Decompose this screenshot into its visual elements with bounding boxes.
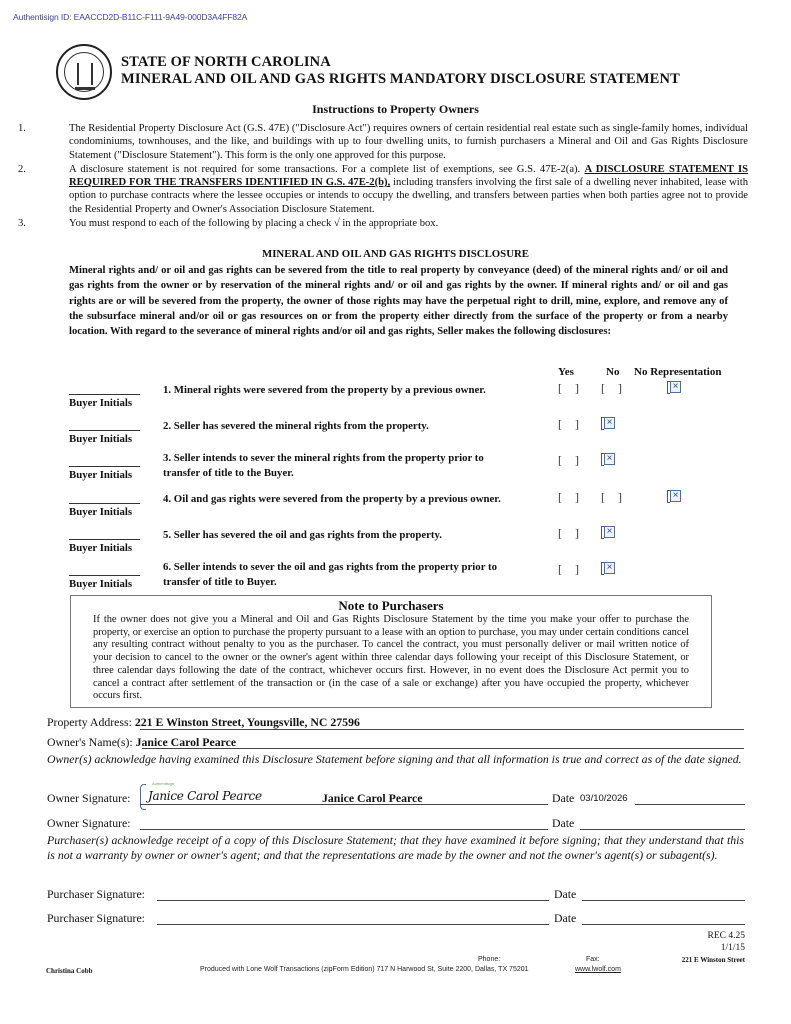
purchaser-signature-line-1[interactable] (157, 900, 549, 901)
date-label: Date (554, 887, 577, 901)
footer-produced-with: Produced with Lone Wolf Transactions (zipForm Edition) 717 N Harwood St, Suite 2200, Dallas, TX 75201 (200, 966, 529, 973)
no-checkbox[interactable]: [ ] (601, 490, 627, 504)
page-title-form: MINERAL AND OIL AND GAS RIGHTS MANDATORY DISCLOSURE STATEMENT (121, 71, 680, 87)
instruction-item: 3. You must respond to each of the following by placing a check √ in the appropriate box. (18, 218, 439, 230)
disclosure-row-1: Buyer Initials 1. Mineral rights were severed from the property by a previous owner. [ ] [ ] × (69, 379, 749, 415)
buyer-initials-field[interactable] (69, 394, 140, 395)
yes-checkbox[interactable]: [ ] (558, 526, 584, 540)
x-check-icon: × (670, 381, 681, 393)
date-label: Date (552, 816, 575, 830)
disclosure-paragraph: Mineral rights and/ or oil and gas rights can be severed from the title to real property by conveyance (deed) of the mineral rights and/ or oil and gas rights from the owner or by reservation of the mineral rights and/ or oil and gas rights by the owner. If mineral rights and/ or oil and gas rights are or will be severed from the property, the owner of those rights may have the perpetual right to drill, mine, explore, and remove any of the subsurface mineral and/or oil or gas resources on or from the property either directly from the surface of the property or from a nearby location. With regard to the severance of mineral rights and/or oil and gas rights, Seller makes the following disclosures: (69, 265, 728, 338)
disclosure-row-5: Buyer Initials 5. Seller has severed the oil and gas rights from the property. [ ] × (69, 524, 749, 560)
no-representation-checkbox-checked[interactable] (667, 490, 681, 503)
yes-checkbox[interactable]: [ ] (558, 490, 584, 504)
owner-signature-1[interactable]: Janice Carol Pearce (148, 789, 262, 803)
buyer-initials-field[interactable] (69, 503, 140, 504)
purchaser-date-line-1[interactable] (582, 900, 745, 901)
no-checkbox-checked[interactable] (601, 526, 615, 539)
purchaser-signature-label-2: Purchaser Signature: (47, 911, 145, 925)
no-checkbox[interactable]: [ ] (601, 381, 627, 395)
yes-checkbox[interactable]: [ ] (558, 562, 584, 576)
nc-seal-icon (56, 44, 112, 100)
x-check-icon: × (604, 453, 615, 465)
question-text: 5. Seller has severed the oil and gas rights from the property. (163, 529, 443, 541)
x-check-icon: × (604, 526, 615, 538)
owner-printed-name-1: Janice Carol Pearce (322, 791, 423, 805)
footer-phone-label: Phone: (478, 956, 501, 963)
disclosure-row-4: Buyer Initials 4. Oil and gas rights were severed from the property by a previous owner. [ ] [ ] × (69, 488, 749, 524)
no-checkbox-checked[interactable] (601, 417, 615, 430)
footer-property: 221 E Winston Street (681, 956, 745, 964)
authentisign-tag: Authentisign (152, 781, 175, 786)
buyer-initials-field[interactable] (69, 575, 140, 576)
owner-date-line-1 (635, 804, 745, 805)
instruction-item: 2. A disclosure statement is not required for some transactions. For a complete list of exemptions, see G.S. 47E-2(a). A DISCLOSURE STATEMENT IS REQUIRED FOR THE TRANSFERS IDENTIFIED IN G.S. 47E-2(b), including transfers involving the first sale of a dwelling never inhabited, lease with option to purchase contracts where the lessee occupies or intends to occupy the dwelling, and transfers between parties when both parties agree not to provide the Residential Property and Owner's Association Disclosure Statement. (18, 163, 748, 215)
yes-checkbox[interactable]: [ ] (558, 453, 584, 467)
instructions-heading: Instructions to Property Owners (312, 102, 479, 116)
footer-fax-label: Fax: (586, 956, 600, 963)
owner-name-value[interactable]: Janice Carol Pearce (135, 735, 237, 749)
disclosure-row-3: Buyer Initials 3. Seller intends to sever the mineral rights from the property prior to transfer of title to the Buyer. [ ] × (69, 451, 749, 487)
signature-bracket-icon (140, 784, 146, 810)
question-text: 4. Oil and gas rights were severed from the property by a previous owner. (163, 493, 501, 505)
property-address-value[interactable]: 221 E Winston Street, Youngsville, NC 27596 (134, 715, 360, 729)
buyer-initials-field[interactable] (69, 539, 140, 540)
column-no: No (606, 366, 620, 378)
owner-date-1[interactable]: 03/10/2026 (580, 793, 628, 804)
x-check-icon: × (604, 417, 615, 429)
owner-signature-label-1: Owner Signature: (47, 791, 131, 805)
purchaser-signature-line-2[interactable] (157, 924, 549, 925)
buyer-initials-field[interactable] (69, 430, 140, 431)
form-code: REC 4.25 (707, 931, 745, 941)
question-text: 1. Mineral rights were severed from the property by a previous owner. (163, 384, 486, 396)
instruction-item: 1. The Residential Property Disclosure Act (G.S. 47E) ("Disclosure Act") requires owners of certain residential real estate such as single-family homes, individual condominiums, townhouses, and the like, and buildings with up to four dwelling units, to furnish purchasers a Mineral and Oil and Gas Rights Disclosure Statement ("Disclosure Statement"). This form is the only one approved for this purpose. (18, 123, 748, 161)
footer-website-link[interactable]: www.lwolf.com (575, 966, 621, 973)
owner-signature-label-2: Owner Signature: (47, 816, 131, 830)
yes-checkbox[interactable]: [ ] (558, 417, 584, 431)
required-transfers-emphasis: A DISCLOSURE STATEMENT IS REQUIRED FOR THE TRANSFERS IDENTIFIED IN G.S. 47E-2(b), (69, 163, 748, 189)
owner-acknowledgment: Owner(s) acknowledge having examined this Disclosure Statement before signing and that all information is true and correct as of the date signed. (47, 752, 742, 766)
form-date: 1/1/15 (720, 943, 745, 953)
buyer-initials-field[interactable] (69, 466, 140, 467)
owner-date-line-2[interactable] (580, 829, 745, 830)
disclosure-row-6: Buyer Initials 6. Seller intends to sever the oil and gas rights from the property prior to transfer of title to Buyer. [ ] × (69, 560, 749, 596)
address-underline (140, 729, 744, 730)
no-checkbox-checked[interactable] (601, 562, 615, 575)
purchaser-acknowledgment: Purchaser(s) acknowledge receipt of a copy of this Disclosure Statement; that they have examined it before signing; that they understand that this is not a warranty by owner or owner's agent; and that the representations are made by the owner and not the owner's agent(s) or subagent(s). (47, 833, 744, 862)
authentisign-id: Authentisign ID: EAACCD2D-B11C-F111-9A49-000D3A4FF82A (13, 12, 248, 22)
date-label: Date (554, 911, 577, 925)
owner-name-field: Owner's Name(s): Janice Carol Pearce (47, 735, 237, 749)
owner-signature-line-2[interactable] (140, 829, 548, 830)
x-check-icon: × (670, 490, 681, 502)
instructions-list (18, 122, 748, 231)
date-label: Date (552, 791, 575, 805)
note-title: Note to Purchasers (338, 598, 444, 613)
no-representation-checkbox-checked[interactable] (667, 381, 681, 394)
property-address-field: Property Address: 221 E Winston Street, Youngsville, NC 27596 (47, 715, 360, 729)
yes-checkbox[interactable]: [ ] (558, 381, 584, 395)
column-yes: Yes (558, 366, 574, 378)
column-no-representation: No Representation (634, 366, 722, 378)
page-title-state: STATE OF NORTH CAROLINA (121, 54, 331, 70)
question-text: 3. Seller intends to sever the mineral rights from the property prior to transfer of title to the Buyer. (163, 452, 484, 479)
purchaser-date-line-2[interactable] (582, 924, 745, 925)
footer-agent-name: Christina Cobb (46, 967, 93, 975)
note-text: If the owner does not give you a Mineral and Oil and Gas Rights Disclosure Statement by the time you make your offer to purchase the property, or exercise an option to purchase the property pursuant to a lease with an option to purchase, you may under certain conditions cancel any resulting contract without penalty to you as the purchaser. To cancel the contract, you must personally deliver or mail written notice of your decision to cancel to the owner or the owner's agent within three calendar days following your receipt of this Disclosure Statement, or three calendar days following the date of the contract, whichever occurs first. However, in no event does the Disclosure Act permit you to cancel a contract after settlement of the transaction or (in the case of a sale or exchange) after you have occupied the property, whichever occurs first. (93, 614, 689, 702)
disclosure-heading: MINERAL AND OIL AND GAS RIGHTS DISCLOSURE (262, 248, 529, 260)
note-to-purchasers-box (70, 595, 712, 708)
x-check-icon: × (604, 562, 615, 574)
question-text: 6. Seller intends to sever the oil and gas rights from the property prior to transfer of title to Buyer. (163, 561, 497, 588)
owner-signature-line-1 (140, 804, 548, 805)
no-checkbox-checked[interactable] (601, 453, 615, 466)
disclosure-row-2: Buyer Initials 2. Seller has severed the mineral rights from the property. [ ] × (69, 415, 749, 451)
purchaser-signature-label-1: Purchaser Signature: (47, 887, 145, 901)
owner-underline (142, 748, 744, 749)
question-text: 2. Seller has severed the mineral rights from the property. (163, 420, 429, 432)
